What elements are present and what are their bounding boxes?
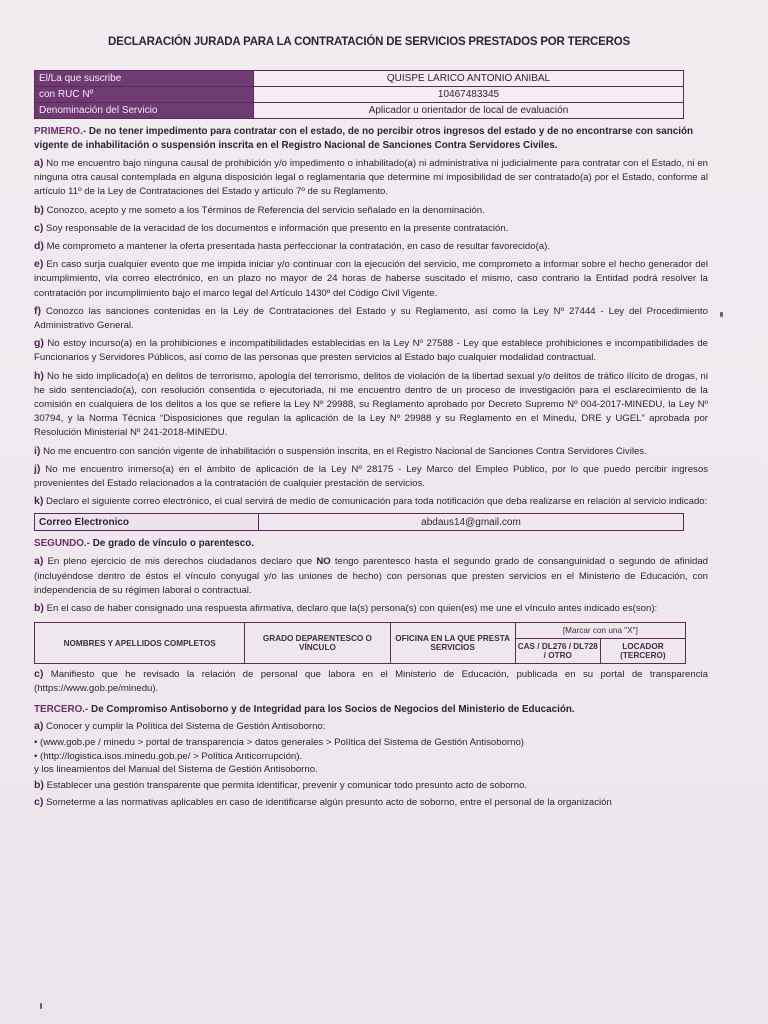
segundo-clause-b bbox=[34, 601, 708, 616]
clause-text: Declaro el siguiente correo electrónico, el cual servirá de medio de comunicación para toda notificación que deba realizarse en relación al servicio indicado: bbox=[43, 496, 708, 508]
clause-a bbox=[34, 156, 708, 200]
row-label: El/La que suscribe bbox=[35, 71, 254, 87]
clause-key: h) bbox=[34, 369, 44, 382]
clause-text: Conocer y cumplir la Política del Sistema de Gestión Antisoborno: bbox=[43, 720, 326, 732]
clause-key: j) bbox=[34, 462, 41, 475]
section-heading-text: De no tener impedimento para contratar con el estado, de no percibir otros ingresos del estado y de no encontrarse con sanción vigente de inhabilitación o suspensión inscrita en el Registro Nacional de Sanciones Contra Servidores Civiles. bbox=[34, 126, 694, 151]
clause-emphasis: NO bbox=[316, 556, 331, 568]
col-header-marcar: [Marcar con una "X"] bbox=[515, 623, 685, 639]
section-segundo-heading bbox=[34, 537, 708, 551]
clause-b bbox=[34, 203, 708, 218]
col-header-names: NOMBRES Y APELLIDOS COMPLETOS bbox=[35, 623, 245, 664]
table-row bbox=[35, 103, 684, 119]
section-primero-heading bbox=[34, 125, 708, 153]
clause-j bbox=[34, 462, 708, 491]
clause-key: c) bbox=[34, 795, 44, 808]
service-name: Aplicador u orientador de local de evaluación bbox=[254, 103, 684, 119]
clause-text: En el caso de haber consignado una respuesta afirmativa, declaro que la(s) persona(s) con quien(es) me une el vínculo antes indicado es(son): bbox=[43, 603, 658, 615]
clause-text: Me comprometo a mantener la oferta presentada hasta perfeccionar la contratación, en caso de resultar favorecido(a). bbox=[43, 241, 550, 253]
bullet-item: • (www.gob.pe / minedu > portal de transparencia > datos generales > Política del Sistema de Gestión Antisoborno) bbox=[34, 737, 524, 749]
section-heading-text: De grado de vínculo o parentesco. bbox=[89, 538, 255, 550]
col-header-cas: CAS / DL276 / DL728 / OTRO bbox=[515, 639, 600, 664]
clause-key: g) bbox=[34, 337, 44, 350]
clause-key: a) bbox=[34, 719, 44, 732]
section-heading-text: De Compromiso Antisoborno y de Integridad para los Socios de Negocios del Ministerio de Educación. bbox=[88, 703, 575, 715]
segundo-clause-a bbox=[34, 554, 708, 598]
clause-text: No me encuentro bajo ninguna causal de prohibición y/o impedimento o inhabilitado(a) ni administrativa ni judicialmente para contratar con el Estado, ni en ninguna otra causal contemplada en alguna disposición legal o reglamentaria que determine mi imposibilidad de ser contratado(a) por el Estado, conforme al artículo 11º de la Ley de Contrataciones del Estado y artículo 7º de su Reglamento. bbox=[34, 158, 708, 198]
tercero-clause-a bbox=[34, 720, 708, 733]
row-label: con RUC Nº bbox=[35, 87, 254, 103]
col-header-locador: LOCADOR (TERCERO) bbox=[600, 639, 685, 664]
clause-f bbox=[34, 304, 708, 333]
clause-c bbox=[34, 221, 708, 236]
clause-text: En pleno ejercicio de mis derechos ciudadanos declaro que bbox=[43, 556, 317, 568]
clause-e bbox=[34, 257, 708, 301]
clause-i bbox=[34, 444, 708, 459]
clause-key: i) bbox=[34, 444, 41, 457]
tercero-clause-b bbox=[34, 779, 708, 792]
section-lead: SEGUNDO.- bbox=[34, 538, 90, 550]
declarant-table bbox=[34, 70, 684, 119]
clause-d bbox=[34, 239, 708, 254]
section-lead: PRIMERO.- bbox=[34, 126, 87, 137]
table-row bbox=[35, 514, 684, 531]
tercero-clause-c bbox=[34, 796, 708, 809]
section-tercero-heading bbox=[34, 703, 708, 717]
clause-key: b) bbox=[34, 203, 44, 216]
clause-k bbox=[34, 494, 708, 509]
relatives-table bbox=[34, 622, 686, 664]
declarant-name: QUISPE LARICO ANTONIO ANIBAL bbox=[254, 71, 684, 87]
table-row bbox=[35, 87, 684, 103]
clause-key: c) bbox=[34, 221, 44, 234]
col-header-oficina: OFICINA EN LA QUE PRESTA SERVICIOS bbox=[390, 623, 515, 664]
email-table bbox=[34, 513, 684, 531]
clause-h bbox=[34, 369, 708, 441]
clause-key: b) bbox=[34, 779, 44, 792]
clause-key: a) bbox=[34, 157, 44, 169]
clause-key: d) bbox=[34, 240, 44, 253]
table-row bbox=[35, 71, 684, 87]
clause-text: Someterme a las normativas aplicables en caso de identificarse algún presunto acto de soborno, entre el personal de la organización bbox=[43, 796, 612, 808]
clause-text: No me encuentro inmerso(a) en el ámbito de aplicación de la Ley Nº 28175 - Ley Marco del Empleo Público, por lo que puedo percibir ingresos provenientes del Estado relacionados a la contratación de cualquier prestación de servicios. bbox=[34, 463, 708, 490]
clause-text: Manifiesto que he revisado la relación de personal que labora en el Ministerio de Educación, publicada en su portal de transparencia (https://www.gob.pe/minedu). bbox=[34, 669, 708, 695]
scan-speck bbox=[720, 312, 723, 317]
clause-key: f) bbox=[34, 304, 41, 317]
bullet-item: • (http://logistica.isos.minedu.gob.pe/ > Política Anticorrupción). bbox=[34, 750, 303, 762]
clause-text: Establecer una gestión transparente que permita identificar, prevenir y comunicar todo presunto acto de soborno. bbox=[43, 780, 528, 792]
clause-text: Conozco las sanciones contenidas en la Ley de Contrataciones del Estado y su Reglamento, así como la Ley Nº 27444 - Ley del Procedimiento Administrativo General. bbox=[34, 305, 708, 332]
col-header-grado: GRADO DEPARENTESCO O VÍNCULO bbox=[245, 623, 390, 664]
clause-text: No me encuentro con sanción vigente de inhabilitación o suspensión inscrita, en el Registro Nacional de Sanciones Contra Servidores Civiles. bbox=[40, 445, 647, 457]
scan-speck bbox=[40, 1003, 42, 1009]
clause-key: k) bbox=[34, 495, 44, 508]
clause-text: Soy responsable de la veracidad de los documentos e información que presento en la presente contratación. bbox=[43, 222, 509, 234]
clause-key: c) bbox=[34, 668, 44, 681]
clause-key: b) bbox=[34, 602, 44, 615]
ruc-number: 10467483345 bbox=[254, 87, 684, 103]
clause-key: e) bbox=[34, 258, 44, 271]
clause-text: No he sido implicado(a) en delitos de terrorismo, apología del terrorismo, delitos de violación de la libertad sexual y/o delitos de tráfico ilícito de drogas, ni he sido sentenciado(a), con resolución consentida o ejecutoriada, ni me encuentro dentro de un proceso de investigación para el esclarecimiento de la comisión en cualquiera de los delitos a los que se refiere la Ley Nº 29988, su Reglamento aprobado por Decreto Supremo Nº 004-2017-MINEDU, la Ley Nº 30794, y la Norma Técnica “Disposiciones que regulan la aplicación de la Ley Nº 29988 y su Reglamento en el Minedu, DRE y UGEL” aprobada por Resolución Ministerial Nº 241-2018-MINEDU. bbox=[34, 370, 708, 439]
clause-text: En caso surja cualquier evento que me impida iniciar y/o continuar con la ejecución del servicio, me comprometo a informar sobre el hecho generador del incumplimiento, vía correo electrónico, en un plazo no mayor de 24 horas de haberse suscitado el mismo, caso contrario la Entidad podrá resolver la contratación por incumplimiento bajo el marco legal del Artículo 1430º del Código Civil Vigente. bbox=[34, 259, 708, 299]
email-value: abdaus14@gmail.com bbox=[259, 514, 684, 531]
email-label: Correo Electronico bbox=[35, 514, 259, 531]
segundo-clause-c bbox=[34, 667, 708, 696]
plain-line: y los lineamientos del Manual del Sistema de Gestión Antisoborno. bbox=[34, 763, 318, 775]
clause-g bbox=[34, 336, 708, 365]
clause-text: No estoy incurso(a) en la prohibiciones e incompatibilidades establecidas en la Ley Nº 27588 - Ley que establece prohibiciones e incompatibilidades de Funcionarios y Servidores Públicos, así como de las personas que presten servicios al Estado bajo cualquier modalidad contractual. bbox=[34, 338, 708, 364]
row-label: Denominación del Servicio bbox=[35, 103, 254, 119]
table-header-row bbox=[35, 623, 686, 639]
document-title: DECLARACIÓN JURADA PARA LA CONTRATACIÓN DE SERVICIOS PRESTADOS POR TERCEROS bbox=[108, 36, 630, 48]
section-lead: TERCERO.- bbox=[34, 703, 89, 715]
clause-text: tengo parentesco hasta el segundo grado de consanguinidad o segundo de afinidad (incluyéndose dentro de éstos el vínculo conyugal y/o las uniones de hecho) con personas que presten servicios en el Ministerio de Educación, con independencia de su régimen laboral o contractual. bbox=[34, 556, 708, 596]
clause-key: a) bbox=[34, 555, 44, 568]
clause-text: Conozco, acepto y me someto a los Términos de Referencia del servicio señalado en la denominación. bbox=[43, 204, 485, 216]
